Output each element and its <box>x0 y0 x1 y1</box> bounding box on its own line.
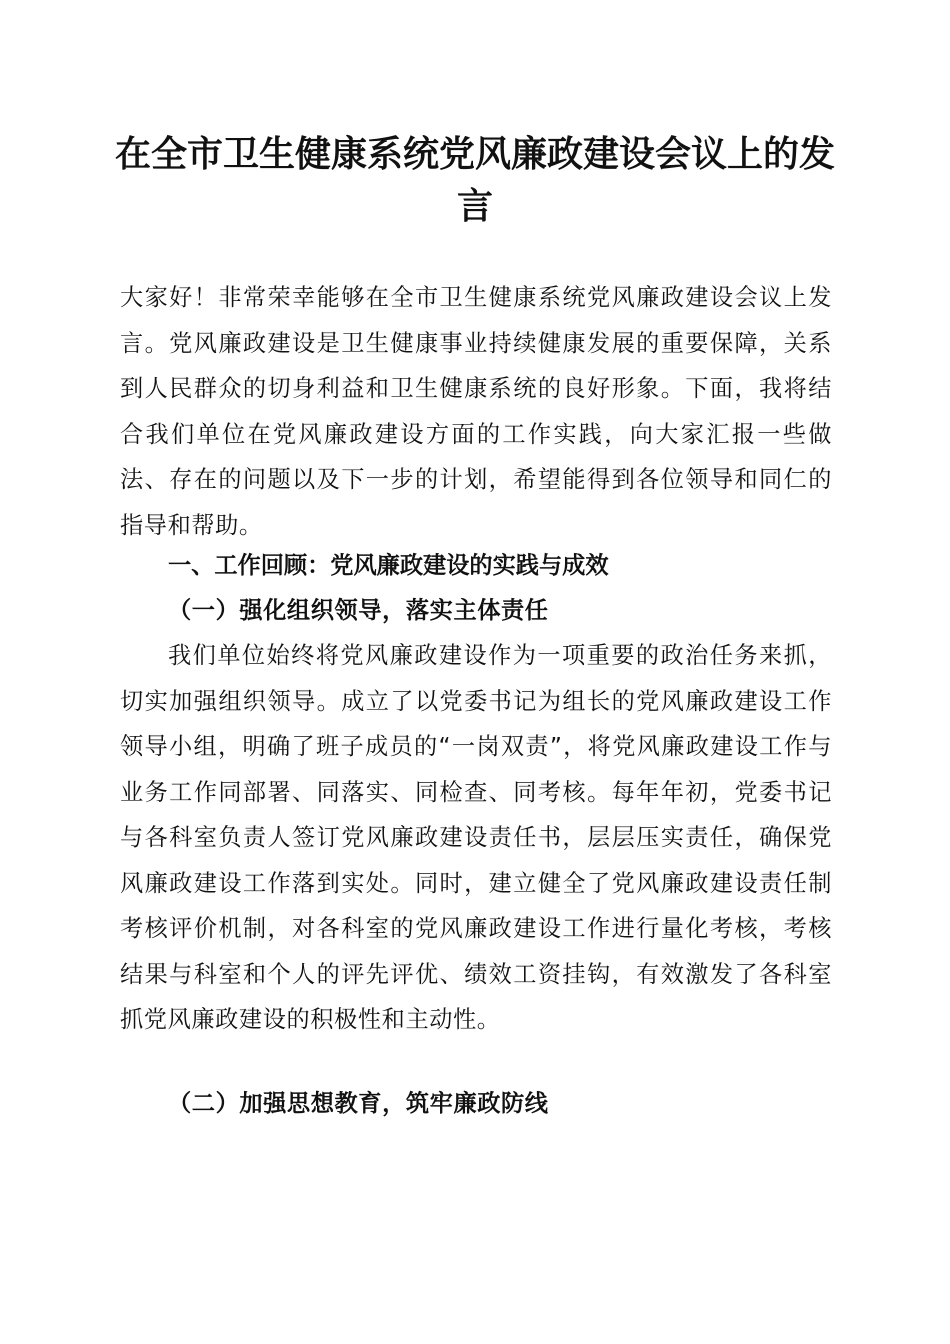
section-heading: 一、工作回顾：党风廉政建设的实践与成效 <box>168 552 609 579</box>
body-paragraph: 我们单位始终将党风廉政建设作为一项重要的政治任务来抓，切实加强组织领导。成立了以党委书记为组长的党风廉政建设工作领导小组，明确了班子成员的“一岗双责”，将党风廉政建设工作与业务工作同部署、同落实、同检查、同考核。每年年初，党委书记与各科室负责人签订党风廉政建设责任书，层层压实责任，确保党风廉政建设工作落到实处。同时，建立健全了党风廉政建设责任制考核评价机制，对各科室的党风廉政建设工作进行量化考核，考核结果与科室和个人的评先评优、绩效工资挂钩，有效激发了各科室抓党风廉政建设的积极性和主动性。 <box>120 642 832 1033</box>
document-title: 在全市卫生健康系统党风廉政建设会议上的发言 <box>114 133 835 227</box>
subsection-heading: （二）加强思想教育，筑牢廉政防线 <box>168 1090 549 1117</box>
subsection-heading: （一）强化组织领导，落实主体责任 <box>168 597 549 624</box>
intro-paragraph: 大家好！非常荣幸能够在全市卫生健康系统党风廉政建设会议上发言。党风廉政建设是卫生健康事业持续健康发展的重要保障，关系到人民群众的切身利益和卫生健康系统的良好形象。下面，我将结合我们单位在党风廉政建设方面的工作实践，向大家汇报一些做法、存在的问题以及下一步的计划，希望能得到各位领导和同仁的指导和帮助。 <box>120 284 832 539</box>
